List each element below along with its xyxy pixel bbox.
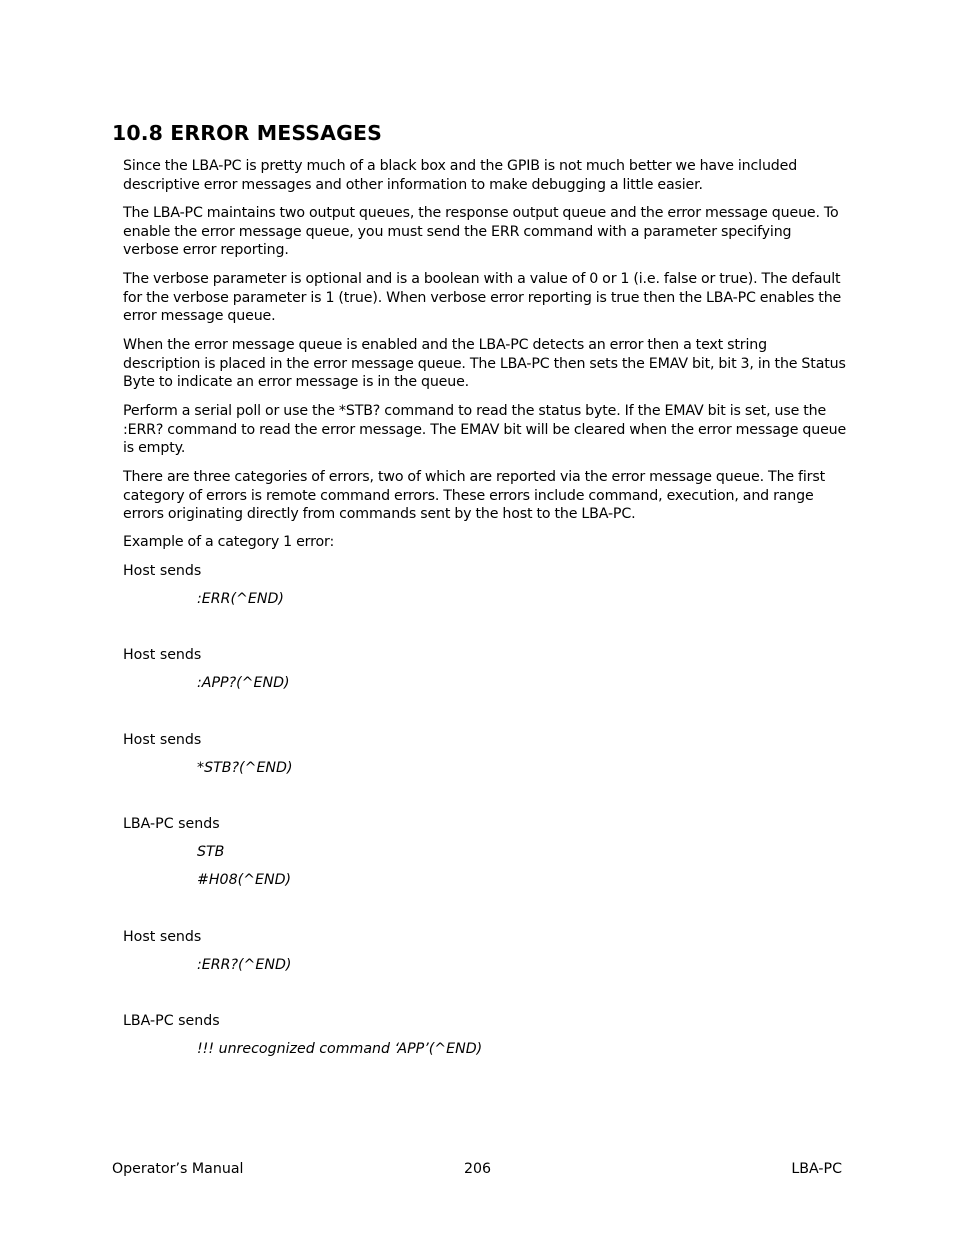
paragraph-output-queues: The LBA-PC maintains two output queues, the response output queue and the error message queue. To enable the error message queue, you must send the ERR command with a parameter specifying verbose error reporting. <box>123 205 839 259</box>
example-response: !!! unrecognized command ‘APP’(^END) <box>197 1041 483 1057</box>
example-response: #H08(^END) <box>197 872 292 888</box>
paragraph-error-detection: When the error message queue is enabled and the LBA-PC detects an error then a text string description is placed in the error message queue. The LBA-PC then sets the EMAV bit, bit 3, in the Status Byte to indicate an error message is in the queue. <box>123 337 846 391</box>
example-response: STB <box>197 844 225 860</box>
example-command: *STB?(^END) <box>197 760 293 776</box>
paragraph-example-intro: Example of a category 1 error: <box>123 534 335 550</box>
footer-page-number: 206 <box>464 1161 492 1177</box>
example-sender-label: LBA-PC sends <box>123 1013 220 1029</box>
paragraph-verbose-parameter: The verbose parameter is optional and is a boolean with a value of 0 or 1 (i.e. false or true). The default for the verbose parameter is 1 (true). When verbose error reporting is true then the LBA-PC enables the error message queue. <box>123 271 842 325</box>
example-command: :ERR?(^END) <box>197 957 292 973</box>
example-sender-label: Host sends <box>123 563 202 579</box>
example-command: :APP?(^END) <box>197 675 290 691</box>
paragraph-intro: Since the LBA-PC is pretty much of a black box and the GPIB is not much better we have included descriptive error messages and other information to make debugging a little easier. <box>123 158 798 193</box>
example-sender-label: LBA-PC sends <box>123 816 220 832</box>
section-heading: 10.8 ERROR MESSAGES <box>112 121 383 145</box>
example-sender-label: Host sends <box>123 732 202 748</box>
paragraph-serial-poll: Perform a serial poll or use the *STB? command to read the status byte. If the EMAV bit is set, use the :ERR? command to read the error message. The EMAV bit will be cleared when the error message queue is empty. <box>123 403 847 457</box>
example-sender-label: Host sends <box>123 929 202 945</box>
footer-manual-title: Operator’s Manual <box>112 1161 244 1177</box>
example-command: :ERR(^END) <box>197 591 284 607</box>
footer-product-name: LBA-PC <box>791 1161 842 1177</box>
example-sender-label: Host sends <box>123 647 202 663</box>
paragraph-error-categories: There are three categories of errors, two of which are reported via the error message queue. The first category of errors is remote command errors. These errors include command, execution, and range errors originating directly from commands sent by the host to the LBA-PC. <box>123 469 826 523</box>
